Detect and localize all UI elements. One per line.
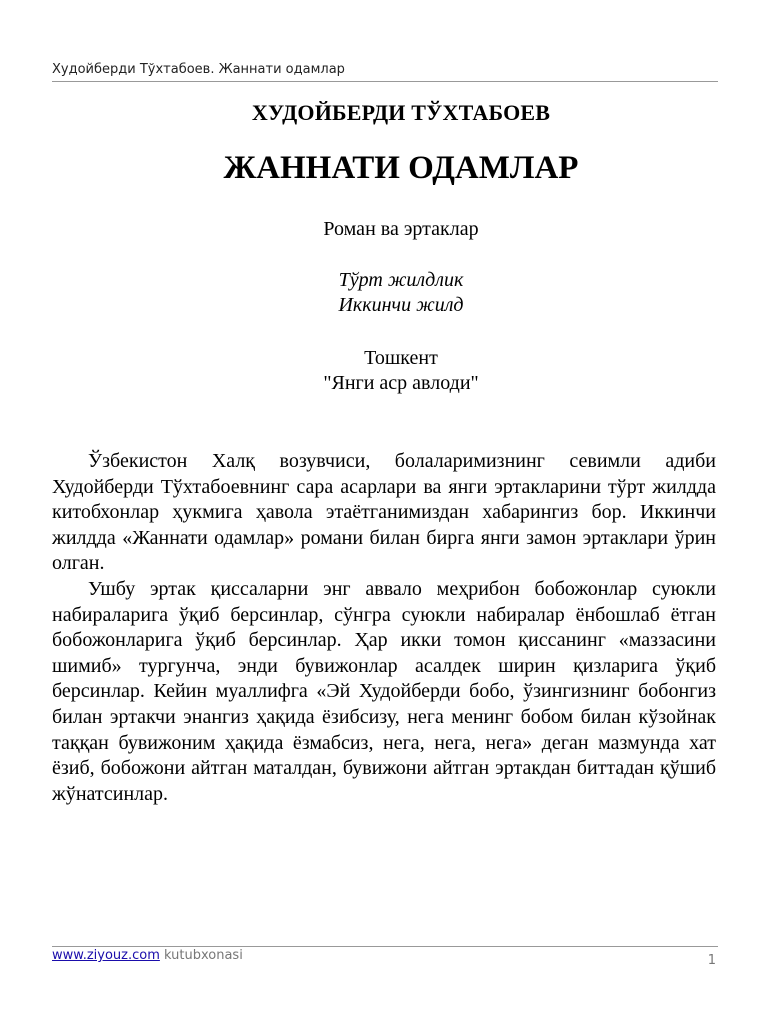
volume-number-label: Иккинчи жилд: [338, 294, 464, 316]
author-name: ХУДОЙБЕРДИ ТЎХТАБОЕВ: [251, 100, 551, 125]
book-title: ЖАННАТИ ОДАМЛАР: [223, 150, 579, 186]
publication-city: Тошкент: [364, 347, 438, 369]
footer-suffix: kutubxonasi: [159, 948, 243, 963]
body-text: [52, 449, 716, 807]
page-number: 1: [707, 953, 716, 968]
footer-divider: [52, 946, 718, 947]
volume-set-label: Тўрт жилдлик: [338, 269, 464, 291]
footer: [52, 948, 718, 964]
paragraph: Ушбу эртак қиссаларни энг аввало меҳрибон бобожонлар суюкли набираларига ўқиб берсинлар, сўнгра суюкли набиралар ёнбошлаб ётган бобожонларига ўқиб берсинлар. Ҳар икки томон қиссанинг «маззасини шимиб» тургунча, энди бувижонлар асалдек ширин қизларига ўқиб берсинлар. Кейин муаллифга «Эй Худойберди бобо, ўзингизнинг бобонгиз билан эртакчи энангиз ҳақида ёзибсизу, нега менинг бобом билан кўзойнак таққан бувижоним ҳақида ёзмабсиз, нега, нега, нега» деган мазмунда хат ёзиб, бобожони айтган маталдан, бувижони айтган эртакдан биттадан қўшиб жўнатсинлар.: [52, 577, 716, 805]
running-header: Худойберди Тўхтабоев. Жаннати одамлар: [52, 61, 718, 82]
site-link[interactable]: www.ziyouz.com: [52, 948, 160, 963]
imprint: [52, 346, 750, 396]
publisher-name: "Янги аср авлоди": [323, 372, 479, 394]
book-subtitle: Роман ва эртаклар: [323, 218, 479, 240]
paragraph: Ўзбекистон Халқ возувчиси, болаларимизнинг севимли адиби Худойберди Тўхтабоевнинг сара асарлари ва янги эртакларини тўрт жилдда китобхонлар ҳукмига ҳавола этаётганимиздан хабарингиз бор. Иккинчи жилдда «Жаннати одамлар» романи билан бирга янги замон эртаклари ўрин олган.: [52, 450, 716, 575]
volume-info: [52, 268, 750, 318]
